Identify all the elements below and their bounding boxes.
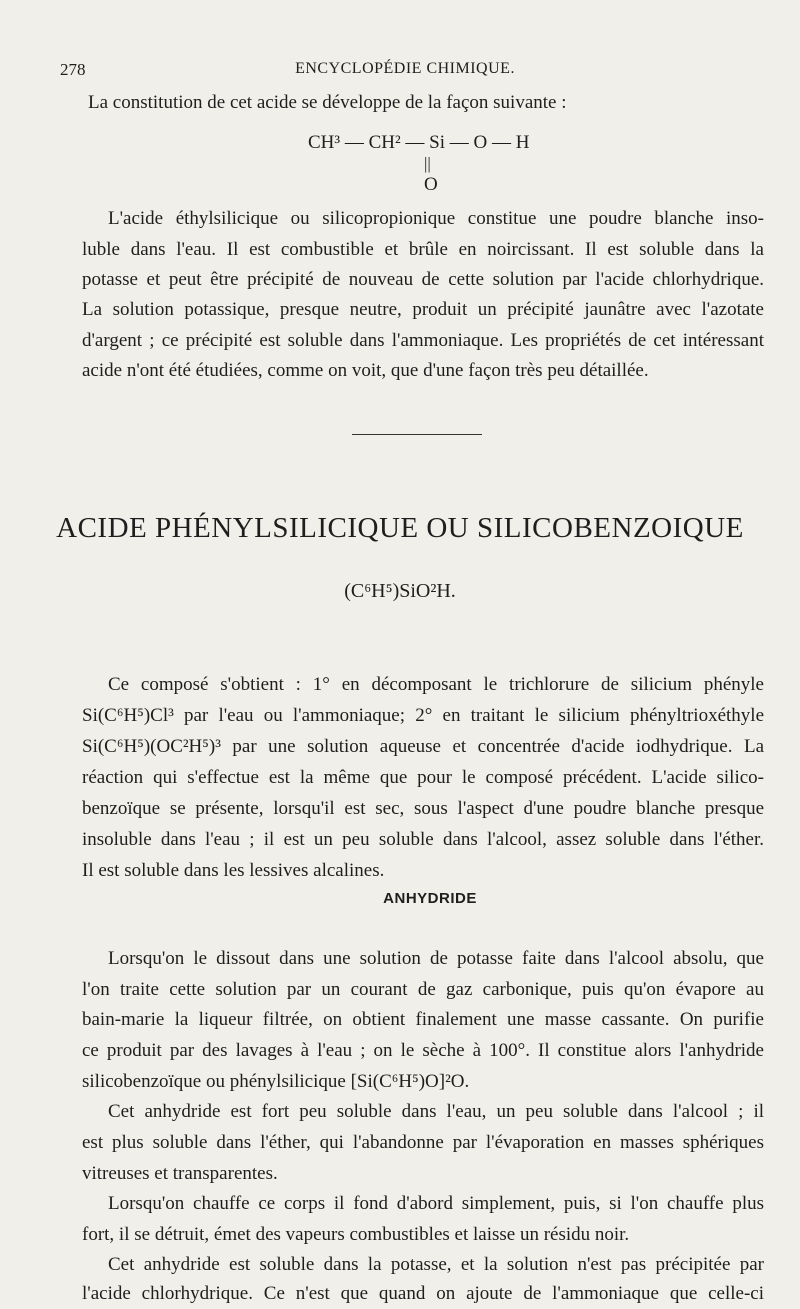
paragraph-line: Il est soluble dans les lessives alcalines. (82, 860, 385, 881)
paragraph-line: Cet anhydride est fort peu soluble dans l'eau, un peu soluble dans l'alcool ; il (108, 1101, 764, 1122)
paragraph-line: Lorsqu'on le dissout dans une solution de potasse faite dans l'alcool absolu, que (108, 948, 764, 969)
paragraph-line: potasse et peut être précipité de nouveau de cette solution par l'acide chlorhydrique. (82, 269, 764, 290)
paragraph-line: Ce composé s'obtient : 1° en décomposant le trichlorure de silicium phényle (108, 674, 764, 695)
intro-line: La constitution de cet acide se développe de la façon suivante : (88, 92, 567, 113)
paragraph-line: insoluble dans l'eau ; il est un peu soluble dans l'alcool, assez soluble dans l'éther. (82, 829, 764, 850)
paragraph-line: Si(C⁶H⁵)Cl³ par l'eau ou l'ammoniaque; 2° en traitant le silicium phényltrioxéthyle (82, 705, 764, 726)
structure-formula-line: CH³ — CH² — Si — O — H (308, 132, 530, 153)
paragraph-line: l'acide chlorhydrique. Ce n'est que quand on ajoute de l'ammoniaque que celle-ci (82, 1283, 764, 1304)
paragraph-line: réaction qui s'effectue est la même que pour le composé précédent. L'acide silico- (82, 767, 764, 788)
paragraph-line: est plus soluble dans l'éther, qui l'abandonne par l'évaporation en masses sphériques (82, 1132, 764, 1153)
section-formula: (C⁶H⁵)SiO²H. (344, 580, 456, 602)
page-header (60, 60, 750, 86)
section-title: ACIDE PHÉNYLSILICIQUE OU SILICOBENZOIQUE (56, 512, 744, 544)
paragraph-line: fort, il se détruit, émet des vapeurs combustibles et laisse un résidu noir. (82, 1224, 630, 1245)
paragraph-line: l'on traite cette solution par un courant de gaz carbonique, puis qu'on évapore au (82, 979, 764, 1000)
paragraph-line: vitreuses et transparentes. (82, 1163, 278, 1184)
paragraph-line: luble dans l'eau. Il est combustible et brûle en noircissant. Il est soluble dans la (82, 239, 764, 260)
running-title: ENCYCLOPÉDIE CHIMIQUE. (295, 60, 515, 77)
paragraph-line: Si(C⁶H⁵)(OC²H⁵)³ par une solution aqueuse et concentrée d'acide iodhydrique. La (82, 736, 764, 757)
paragraph-line: silicobenzoïque ou phénylsilicique [Si(C⁶H⁵)O]²O. (82, 1071, 470, 1092)
paragraph-line: d'argent ; ce précipité est soluble dans l'ammoniaque. Les propriétés de cet intéressant (82, 330, 764, 351)
paragraph-line: acide n'ont été étudiées, comme on voit, que d'une façon très peu détaillée. (82, 360, 649, 381)
section-divider (352, 434, 482, 435)
paragraph-line: benzoïque se présente, lorsqu'il est sec, sous l'aspect d'une poudre blanche presque (82, 798, 764, 819)
paragraph-line: ce produit par des lavages à l'eau ; on le sèche à 100°. Il constitue alors l'anhydride (82, 1040, 764, 1061)
paragraph-line: Lorsqu'on chauffe ce corps il fond d'abord simplement, puis, si l'on chauffe plus (108, 1193, 764, 1214)
paragraph-line: Cet anhydride est soluble dans la potasse, et la solution n'est pas précipitée par (108, 1254, 764, 1275)
paragraph-line: L'acide éthylsilicique ou silicopropionique constitue une poudre blanche inso- (108, 208, 764, 229)
double-bond-mark: || (424, 154, 431, 173)
paragraph-line: La solution potassique, presque neutre, produit un précipité jaunâtre avec l'azotate (82, 299, 764, 320)
subsection-title: ANHYDRIDE (383, 890, 477, 907)
page-number: 278 (60, 60, 86, 79)
paragraph-line: bain-marie la liqueur filtrée, on obtient finalement une masse cassante. On purifie (82, 1009, 764, 1030)
oxygen-atom: O (424, 174, 438, 195)
